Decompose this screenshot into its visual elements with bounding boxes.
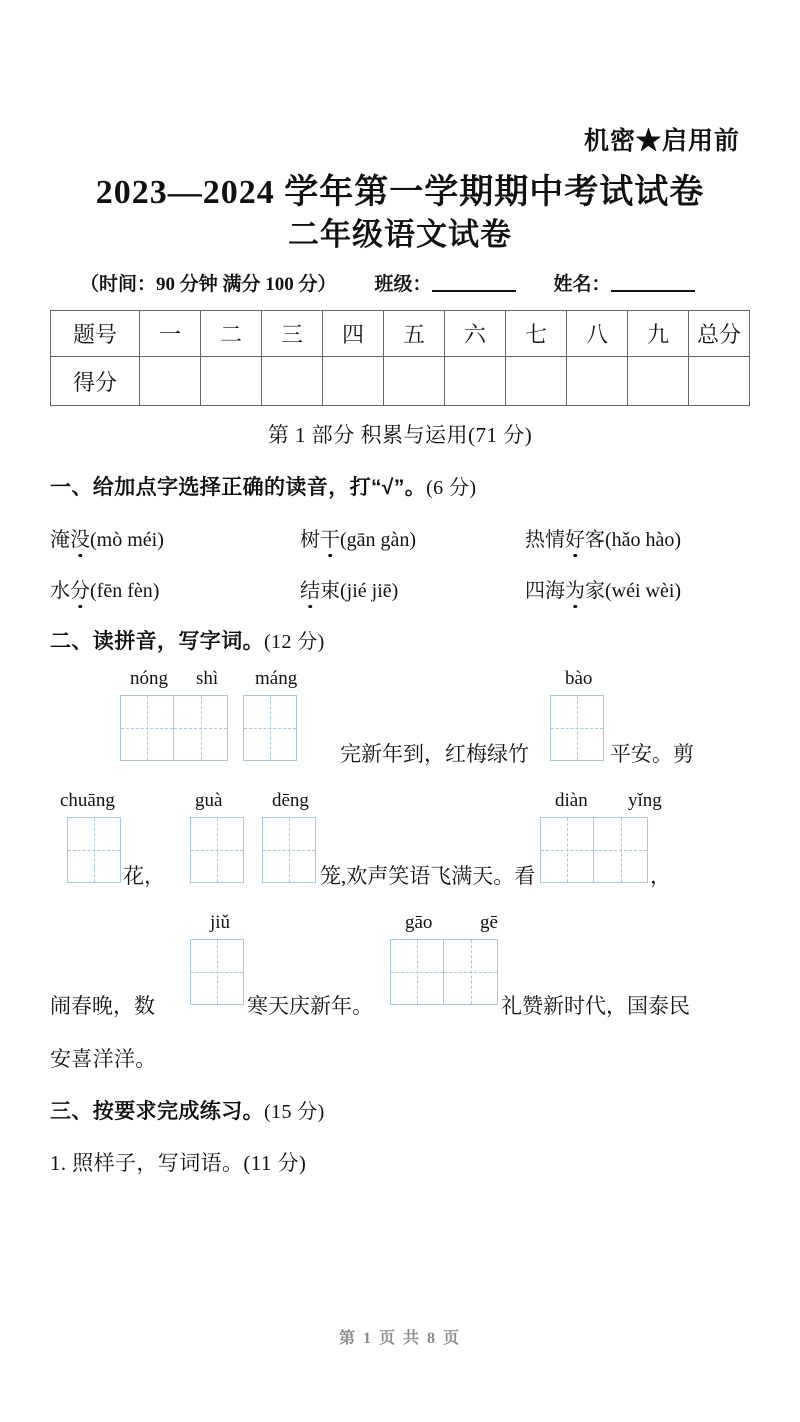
score-cell-1[interactable]	[140, 357, 201, 406]
score-table-row-label: 题号	[51, 311, 140, 357]
q1-item-4-choices[interactable]: (fēn fèn)	[90, 580, 160, 603]
class-label: 班级：	[374, 274, 432, 296]
q1-item-3-choices[interactable]: (hǎo hào)	[605, 529, 682, 552]
score-col-4: 四	[323, 311, 384, 357]
exam-meta-row	[50, 269, 750, 296]
name-blank[interactable]	[611, 289, 695, 292]
q1-item-6-dotted-char: 为	[565, 574, 585, 603]
q1-item-6-post: 家	[585, 580, 605, 603]
q1-item-2[interactable]	[300, 523, 525, 552]
pinyin-label-2-5: yǐng	[628, 790, 662, 812]
q2-text-1-1: 完新年到，红梅绿竹	[340, 742, 529, 767]
q2-text-2-3: ，	[650, 864, 671, 889]
q1-item-5-choices[interactable]: (jié jiē)	[340, 580, 399, 603]
tianzige-cell[interactable]	[540, 817, 594, 883]
question-2-points: (12 分)	[264, 631, 325, 654]
q2-line-1	[50, 669, 750, 791]
q2-text-2-2: 笼,欢声笑语飞满天。看	[320, 864, 536, 889]
q1-item-4-pre: 水	[50, 580, 70, 603]
score-table-row-label-2: 得分	[51, 357, 140, 406]
tianzige-cell[interactable]	[67, 817, 121, 883]
q1-item-5[interactable]	[300, 574, 525, 603]
q2-line-3	[50, 913, 750, 1043]
score-cell-6[interactable]	[445, 357, 506, 406]
tianzige-grid-1-1[interactable]	[120, 695, 228, 761]
tianzige-cell[interactable]	[444, 939, 498, 1005]
confidential-notice: 机密★启用前	[583, 128, 740, 155]
pinyin-label-1-2: shì	[196, 668, 219, 690]
tianzige-grid-1-2[interactable]	[243, 695, 297, 761]
pinyin-label-2-3: dēng	[272, 790, 309, 812]
score-col-9: 九	[628, 311, 689, 357]
pinyin-label-1-1: nóng	[130, 668, 168, 690]
tianzige-cell[interactable]	[120, 695, 174, 761]
name-label: 姓名：	[553, 274, 611, 296]
question-1-title: 一、给加点字选择正确的读音，打“√”。	[50, 476, 427, 500]
score-table	[50, 310, 750, 406]
q2-text-2-1: 花，	[123, 864, 165, 889]
q1-row-2	[50, 574, 750, 603]
tianzige-cell[interactable]	[390, 939, 444, 1005]
q2-text-3-3: 礼赞新时代，国泰民	[501, 994, 690, 1019]
table-row-header	[51, 311, 750, 357]
question-2-title: 二、读拼音，写字词。	[50, 630, 264, 654]
score-col-1: 一	[140, 311, 201, 357]
q1-item-5-post: 束	[320, 580, 340, 603]
question-1-heading	[50, 471, 750, 501]
score-cell-3[interactable]	[262, 357, 323, 406]
score-col-5: 五	[384, 311, 445, 357]
q1-item-6[interactable]	[525, 574, 750, 603]
q1-item-1-dotted-char: 没	[70, 523, 90, 552]
class-field	[375, 269, 516, 296]
tianzige-grid-2-3[interactable]	[262, 817, 316, 883]
question-3-heading	[50, 1095, 750, 1125]
score-col-6: 六	[445, 311, 506, 357]
q1-item-2-pre: 树	[300, 529, 320, 552]
q1-item-6-choices[interactable]: (wéi wèi)	[605, 580, 682, 603]
tianzige-grid-3-1[interactable]	[190, 939, 244, 1005]
q2-text-3-1: 闹春晚，数	[50, 994, 155, 1019]
exam-duration-score: （时间：90 分钟 满分 100 分）	[80, 274, 337, 296]
tianzige-grid-2-4[interactable]	[540, 817, 648, 883]
q1-item-4[interactable]	[50, 574, 300, 603]
q1-item-2-choices[interactable]: (gān gàn)	[340, 529, 417, 552]
q1-row-1	[50, 523, 750, 552]
q1-item-1-pre: 淹	[50, 529, 70, 552]
question-1-points: (6 分)	[426, 477, 477, 500]
question-3-points: (15 分)	[264, 1101, 325, 1124]
part-1-heading: 第 1 部分 积累与运用(71 分)	[267, 423, 533, 448]
tianzige-cell[interactable]	[262, 817, 316, 883]
score-cell-8[interactable]	[567, 357, 628, 406]
tianzige-cell[interactable]	[594, 817, 648, 883]
question-2-heading	[50, 625, 750, 655]
page-footer: 第 1 页 共 8 页	[338, 1330, 461, 1347]
q1-item-4-dotted-char: 分	[70, 574, 90, 603]
pinyin-label-3-1: jiǔ	[210, 912, 231, 934]
tianzige-cell[interactable]	[550, 695, 604, 761]
score-cell-9[interactable]	[628, 357, 689, 406]
q2-tail-text: 安喜洋洋。	[50, 1047, 157, 1072]
question-3-sub-1: 1. 照样子，写词语。(11 分)	[50, 1151, 307, 1176]
tianzige-grid-2-2[interactable]	[190, 817, 244, 883]
q1-item-2-dotted-char: 干	[320, 523, 340, 552]
table-row-score	[51, 357, 750, 406]
tianzige-grid-3-2[interactable]	[390, 939, 498, 1005]
score-col-2: 二	[201, 311, 262, 357]
tianzige-cell[interactable]	[174, 695, 228, 761]
q1-item-6-pre: 四海	[525, 580, 565, 603]
score-cell-5[interactable]	[384, 357, 445, 406]
score-cell-2[interactable]	[201, 357, 262, 406]
tianzige-cell[interactable]	[190, 939, 244, 1005]
tianzige-cell[interactable]	[190, 817, 244, 883]
q2-writing-area	[50, 669, 750, 1043]
q1-item-1-choices[interactable]: (mò méi)	[90, 529, 164, 552]
q1-item-1[interactable]	[50, 523, 300, 552]
q1-item-3[interactable]	[525, 523, 750, 552]
tianzige-cell[interactable]	[243, 695, 297, 761]
score-col-8: 八	[567, 311, 628, 357]
score-cell-4[interactable]	[323, 357, 384, 406]
q1-item-3-pre: 热情	[525, 529, 565, 552]
pinyin-label-2-2: guà	[195, 790, 223, 812]
q2-text-1-2: 平安。剪	[610, 742, 694, 767]
q1-item-3-post: 客	[585, 529, 605, 552]
page-title: 2023—2024 学年第一学期期中考试试卷	[95, 173, 705, 211]
q2-text-3-2: 寒天庆新年。	[247, 994, 373, 1019]
tianzige-grid-2-1[interactable]	[67, 817, 121, 883]
class-blank[interactable]	[432, 289, 516, 292]
question-3-title: 三、按要求完成练习。	[50, 1100, 264, 1124]
name-field	[554, 269, 695, 296]
score-col-3: 三	[262, 311, 323, 357]
page-content	[50, 0, 750, 1177]
pinyin-label-2-4: diàn	[555, 790, 588, 812]
tianzige-grid-1-3[interactable]	[550, 695, 604, 761]
pinyin-label-3-3: gē	[480, 912, 498, 934]
score-cell-7[interactable]	[506, 357, 567, 406]
score-col-total: 总分	[689, 311, 750, 357]
q1-item-5-dotted-char: 结	[300, 574, 320, 603]
q1-item-3-dotted-char: 好	[565, 523, 585, 552]
pinyin-label-3-2: gāo	[405, 912, 433, 934]
pinyin-label-1-3: máng	[255, 668, 298, 690]
page-subtitle: 二年级语文试卷	[288, 217, 512, 252]
pinyin-label-2-1: chuāng	[60, 790, 115, 812]
score-cell-total[interactable]	[689, 357, 750, 406]
pinyin-label-1-4: bào	[565, 668, 593, 690]
q2-line-2	[50, 791, 750, 913]
score-col-7: 七	[506, 311, 567, 357]
